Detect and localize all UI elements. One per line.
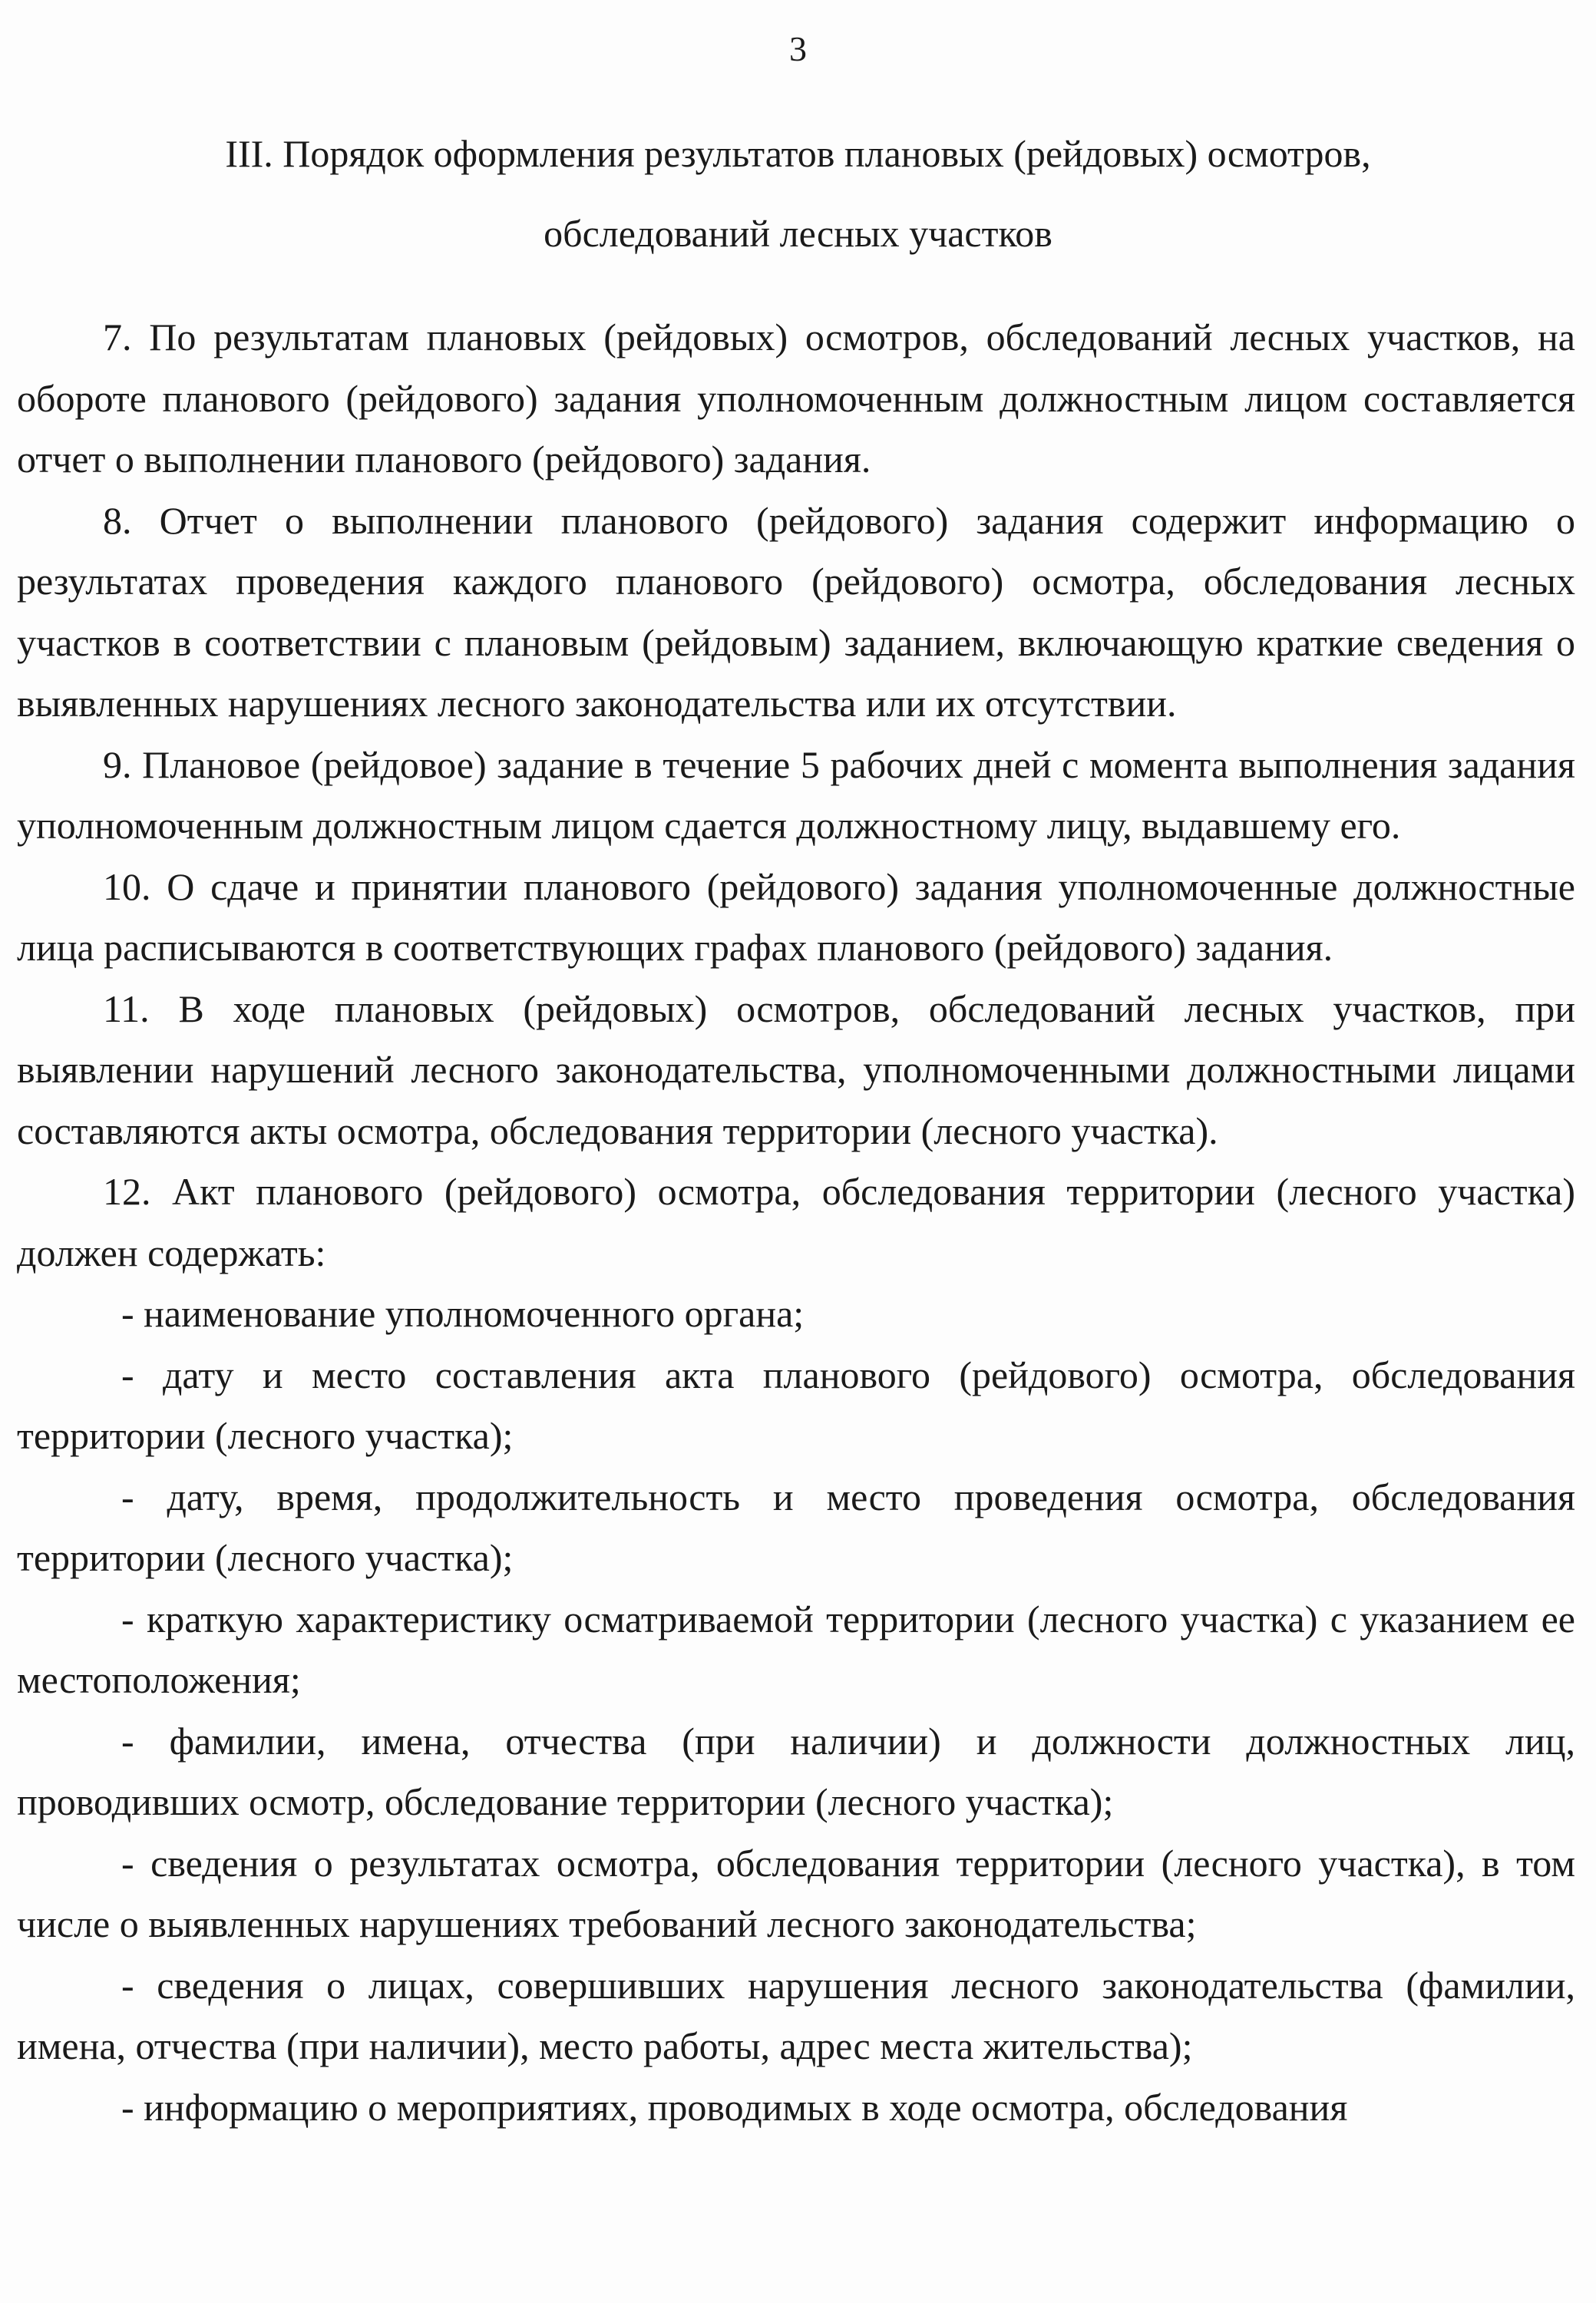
section-title-line-2: обследований лесных участков (544, 212, 1052, 255)
list-item: - наименование уполномоченного органа; (121, 1292, 805, 1335)
list-item: - фамилии, имена, отчества (при наличии) и должности должностных лиц, проводивших осмотр, обследование территории (лесного участка); (17, 1719, 1575, 1823)
paragraph-12: 12. Акт планового (рейдового) осмотра, обследования территории (лесного участка) должен содержать: (17, 1170, 1575, 1274)
section-title-line-1: III. Порядок оформления результатов плановых (рейдовых) осмотров, (225, 132, 1371, 175)
paragraph-8: 8. Отчет о выполнении планового (рейдового) задания содержит информацию о результатах проведения каждого планового (рейдового) осмотра, обследования лесных участков в соответствии с плановым (рейдовым) заданием, включающую краткие сведения о выявленных нарушениях лесного законодательства или их отсутствии. (17, 498, 1575, 725)
paragraph-10: 10. О сдаче и принятии планового (рейдового) задания уполномоченные должностные лица расписываются в соответствующих графах планового (рейдового) задания. (17, 864, 1575, 969)
paragraph-7: 7. По результатам плановых (рейдовых) осмотров, обследований лесных участков, на обороте планового (рейдового) задания уполномоченным должностным лицом составляется отчет о выполнении планового (рейдового) задания. (17, 316, 1575, 481)
list-item: - сведения о результатах осмотра, обследования территории (лесного участка), в том числе о выявленных нарушениях требований лесного законодательства; (17, 1841, 1575, 1945)
document-body (17, 307, 1575, 2138)
list-item: - информацию о мероприятиях, проводимых в ходе осмотра, обследования (121, 2085, 1348, 2129)
list-item: - краткую характеристику осматриваемой территории (лесного участка) с указанием ее местоположения; (17, 1597, 1575, 1701)
list-item: - дату и место составления акта планового (рейдового) осмотра, обследования территории (лесного участка); (17, 1353, 1575, 1457)
section-title (0, 114, 1596, 273)
paragraph-9: 9. Плановое (рейдовое) задание в течение 5 рабочих дней с момента выполнения задания уполномоченным должностным лицом сдается должностному лицу, выдавшему его. (17, 742, 1575, 847)
page-number: 3 (789, 29, 807, 68)
paragraph-11: 11. В ходе плановых (рейдовых) осмотров, обследований лесных участков, при выявлении нарушений лесного законодательства, уполномоченными должностными лицами составляются акты осмотра, обследования территории (лесного участка). (17, 986, 1575, 1152)
list-item: - дату, время, продолжительность и место проведения осмотра, обследования территории (лесного участка); (17, 1475, 1575, 1579)
list-item: - сведения о лицах, совершивших нарушения лесного законодательства (фамилии, имена, отчества (при наличии), место работы, адрес места жительства); (17, 1963, 1575, 2067)
